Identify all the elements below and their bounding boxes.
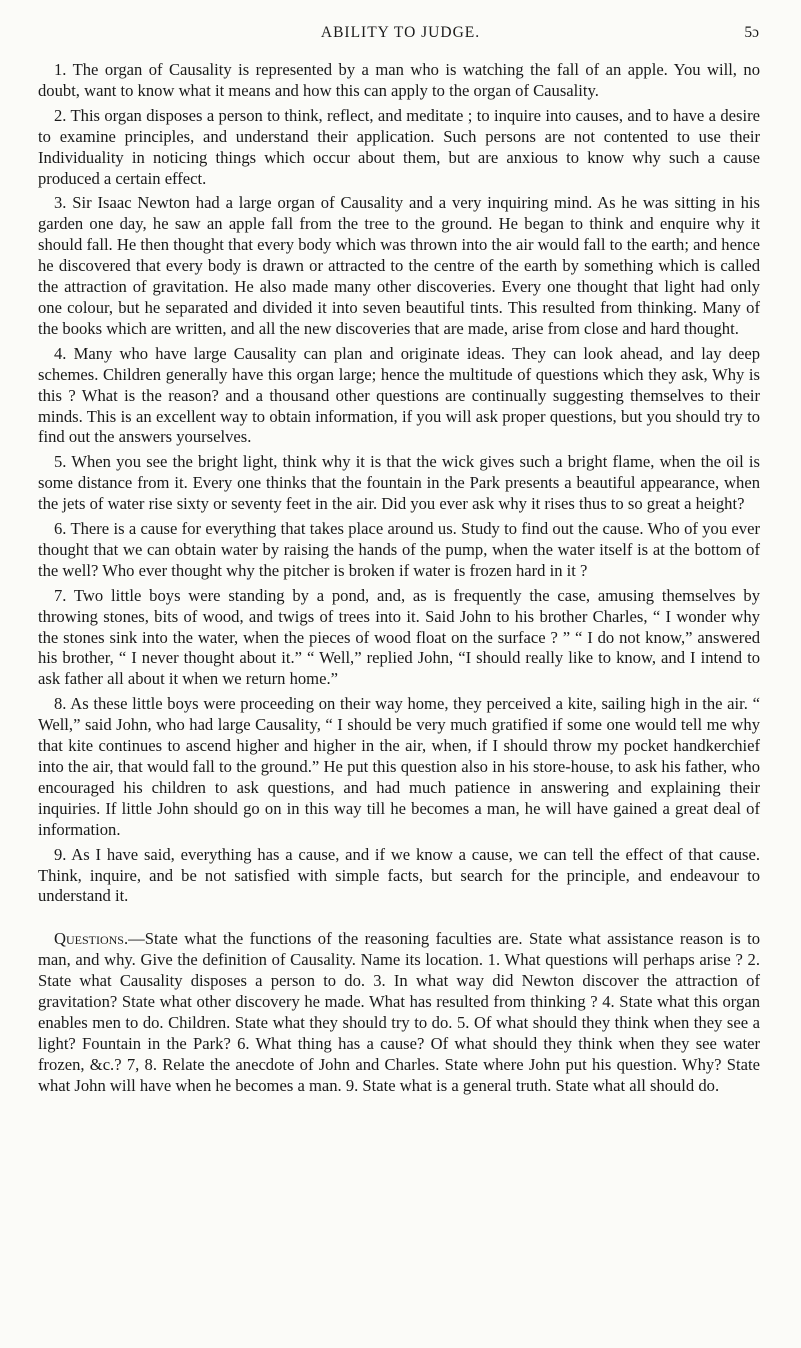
- page-header: [0, 24, 801, 52]
- paragraph-9: 9. As I have said, everything has a cause, and if we know a cause, we can tell the effect of that cause. Think, inquire, and be not satisfied with simple facts, but search for the principle, and endeavour to understand it.: [38, 844, 760, 906]
- questions-label: Questions.: [54, 929, 129, 949]
- paragraph-7: 7. Two little boys were standing by a pond, and, as is frequently the case, amusing themselves by throwing stones, bits of wood, and twigs of trees into it. Said John to his brother Charles, “ I wonder why the stones sink into the water, when the pieces of wood float on the surface ? ” “ I do not know,” answered his brother, “ I never thought about it.” “ Well,” replied John, “I should really like to know, and I intend to ask father all about it when we return home.”: [38, 585, 760, 689]
- page-body: [38, 60, 760, 1101]
- questions-text: —State what the functions of the reasoning faculties are. State what assistance reason is to man, and why. Give the definition of Causality. Name its location. 1. What questions will perhaps arise ? 2. State what Causality disposes a person to do. 3. In what way did Newton discover the attraction of gravitation? State what other discovery he made. What has resulted from thinking ? 4. State what this organ enables men to do. Children. State what they should try to do. 5. Of what should they think when they see a light? Fountain in the Park? 6. What thing has a cause? Of what should they think when they see water frozen, &c.? 7, 8. Relate the anecdote of John and Charles. State where John put his question. Why? State what John will have when he becomes a man. 9. State what is a general truth. State what all should do.: [38, 929, 760, 1095]
- page-number: 5ɔ: [744, 24, 759, 41]
- running-title: ABILITY TO JUDGE.: [320, 24, 481, 41]
- paragraph-4: 4. Many who have large Causality can plan and originate ideas. They can look ahead, and lay deep schemes. Children generally have this organ large; hence the multitude of questions which they ask, Why is this ? What is the reason? and a thousand other questions are continually suggesting themselves to their minds. This is an excellent way to obtain information, if you will ask proper questions, but you should try to find out the answers yourselves.: [38, 343, 760, 447]
- paragraph-2: 2. This organ disposes a person to think, reflect, and meditate ; to inquire into causes, and to have a desire to examine principles, and understand their application. Such persons are not contented to use their Individuality in noticing things which occur about them, but are anxious to know why such a cause produced a certain effect.: [38, 105, 760, 188]
- paragraph-8: 8. As these little boys were proceeding on their way home, they perceived a kite, sailing high in the air. “ Well,” said John, who had large Causality, “ I should be very much gratified if some one would tell me why that kite continues to ascend higher and higher in the air, when, if I should throw my pocket handkerchief into the air, that would fall to the ground.” He put this question also in his store-house, to ask his father, who encouraged his children to ask questions, and had much patience in answering and explaining their inquiries. If little John should go on in this way till he becomes a man, he will have gained a great deal of information.: [38, 694, 760, 839]
- paragraph-5: 5. When you see the bright light, think why it is that the wick gives such a bright flame, when the oil is some distance from it. Every one thinks that the fountain in the Park presents a beautiful appearance, when the jets of water rise sixty or seventy feet in the air. Did you ever ask why it rises thus to so great a height?: [38, 452, 760, 514]
- paragraph-6: 6. There is a cause for everything that takes place around us. Study to find out the cause. Who of you ever thought that we can obtain water by raising the hands of the pump, when the water itself is at the bottom of the well? Who ever thought why the pitcher is broken if water is frozen hard in it ?: [38, 519, 760, 580]
- questions-paragraph: [38, 929, 760, 1096]
- paragraph-3: 3. Sir Isaac Newton had a large organ of Causality and a very inquiring mind. As he was sitting in his garden one day, he saw an apple fall from the tree to the ground. He began to think and enquire why it should fall. He then thought that every body which was thrown into the air would fall to the earth; and hence he discovered that every body is drawn or attracted to the centre of the earth by something which is called the attraction of gravitation. He also made many other discoveries. Every one thought that light had only one colour, but he separated and divided it into seven beautiful tints. This resulted from thinking. Many of the books which are written, and all the new discoveries that are made, arise from close and hard thought.: [38, 193, 760, 338]
- paragraph-1: 1. The organ of Causality is represented by a man who is watching the fall of an apple. You will, no doubt, want to know what it means and how this can apply to the organ of Causality.: [38, 60, 760, 100]
